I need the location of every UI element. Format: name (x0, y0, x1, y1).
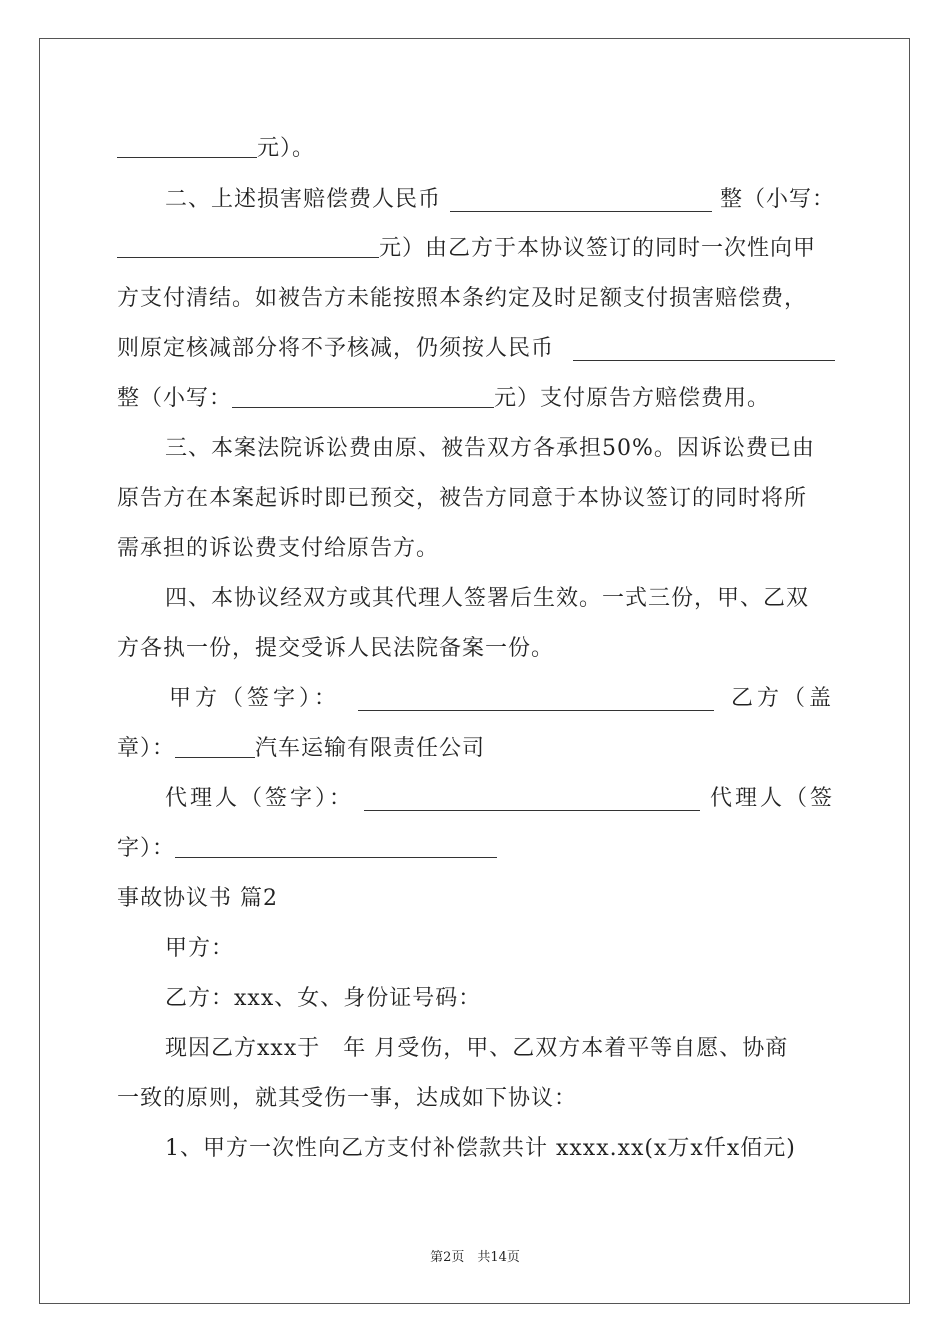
line-11 (117, 634, 835, 664)
line-4 (117, 284, 835, 314)
party-a-signature-blank[interactable] (358, 688, 714, 711)
text: 元）由乙方于本协议签订的同时一次性向甲 (379, 236, 817, 261)
text: 字）： (117, 836, 176, 861)
clause-3-text: 三、本案法院诉讼费由原、被告双方各承担50%。因诉讼费已由 (165, 436, 815, 461)
text: 章）： (117, 736, 176, 761)
party-b-seal-label: 乙方（盖 (730, 686, 835, 711)
agent-b-signature-label: 代理人（签 (709, 786, 835, 811)
line-13 (117, 734, 835, 764)
blank-field[interactable] (117, 135, 257, 158)
line-9 (117, 534, 835, 564)
text: 元）支付原告方赔偿费用。 (494, 386, 771, 411)
clause-2-text: 二、上述损害赔偿费人民币 (165, 187, 442, 212)
text: 整（小写： (117, 386, 233, 411)
party-a-label: 甲方： (165, 936, 235, 961)
text: 原告方在本案起诉时即已预交，被告方同意于本协议签订的同时将所 (117, 486, 808, 511)
party-a-signature-label: 甲方（签字）： (169, 686, 341, 711)
line-5 (117, 334, 835, 364)
line-2 (117, 185, 835, 215)
page-footer: 第2页 共14页 (430, 1250, 520, 1265)
line-20 (117, 1084, 835, 1114)
line-18 (117, 984, 835, 1014)
text: 元）。 (257, 136, 316, 161)
line-19 (117, 1034, 835, 1064)
line-12 (117, 684, 835, 714)
line-10 (117, 584, 835, 614)
clause-4-text: 四、本协议经双方或其代理人签署后生效。一式三份，甲、乙双 (165, 586, 810, 611)
text: 方支付清结。如被告方未能按照本条约定及时足额支付损害赔偿费， (117, 286, 808, 311)
page-border (39, 38, 910, 1304)
line-7 (117, 434, 835, 464)
text: 现因乙方xxx于 年 月受伤，甲、乙双方本着平等自愿、协商 (165, 1036, 789, 1061)
heading-text: 事故协议书 篇2 (117, 886, 278, 911)
company-blank[interactable] (175, 735, 255, 758)
agent-a-signature-blank[interactable] (364, 788, 700, 811)
line-6 (117, 384, 835, 414)
party-b-label: 乙方：xxx、女、身份证号码： (165, 986, 482, 1011)
line-21 (117, 1134, 835, 1164)
blank-field[interactable] (117, 235, 379, 258)
text: 则原定核减部分将不予核减，仍须按人民币 (117, 336, 555, 361)
line-14 (117, 784, 835, 814)
line-8 (117, 484, 835, 514)
company-name: 汽车运输有限责任公司 (255, 736, 486, 761)
section-heading (117, 884, 835, 914)
line-15 (117, 834, 835, 864)
line-17 (117, 934, 835, 964)
text: 一致的原则，就其受伤一事，达成如下协议： (117, 1086, 578, 1111)
blank-field[interactable] (573, 338, 835, 361)
item-1-text: 1、甲方一次性向乙方支付补偿款共计 xxxx.xx(x万x仟x佰元) (165, 1136, 796, 1161)
agent-b-signature-blank[interactable] (175, 835, 497, 858)
blank-field[interactable] (232, 385, 494, 408)
line-3 (117, 234, 835, 264)
blank-field[interactable] (450, 189, 712, 212)
text: 整（小写： (719, 187, 835, 212)
text: 需承担的诉讼费支付给原告方。 (117, 536, 440, 561)
line-1 (117, 134, 835, 164)
agent-a-signature-label: 代理人（签字）： (165, 786, 355, 811)
text: 方各执一份，提交受诉人民法院备案一份。 (117, 636, 555, 661)
